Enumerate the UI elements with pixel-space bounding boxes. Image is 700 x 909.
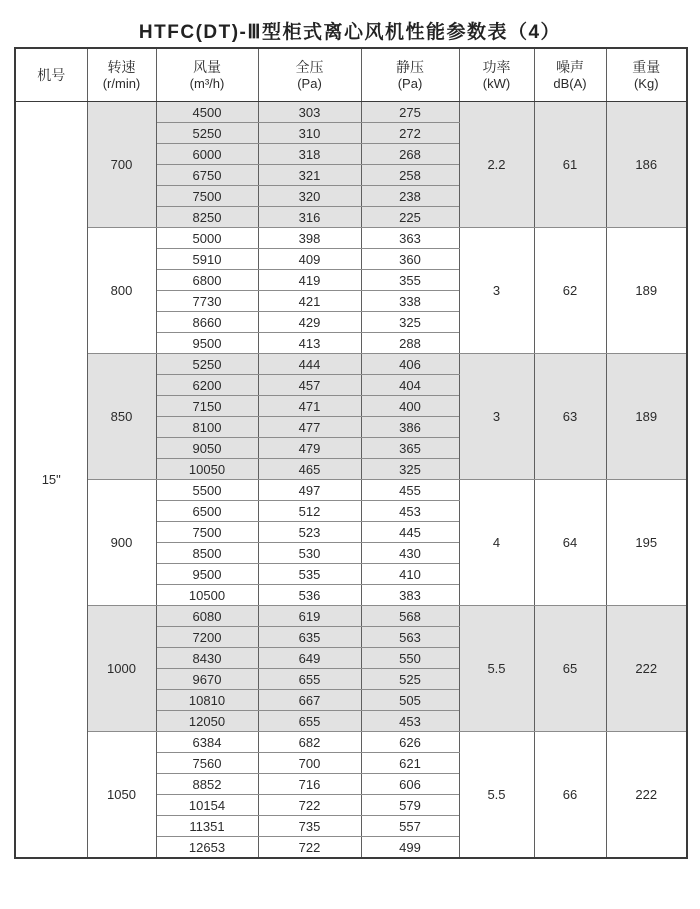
static-pressure-cell: 258 bbox=[361, 165, 459, 186]
speed-cell: 700 bbox=[87, 102, 156, 228]
flow-cell: 5250 bbox=[156, 354, 258, 375]
static-pressure-cell: 275 bbox=[361, 102, 459, 123]
total-pressure-cell: 512 bbox=[258, 501, 361, 522]
power-cell: 5.5 bbox=[459, 606, 534, 732]
total-pressure-cell: 413 bbox=[258, 333, 361, 354]
col-header-total-pressure-unit: (Pa) bbox=[297, 75, 322, 91]
total-pressure-cell: 457 bbox=[258, 375, 361, 396]
total-pressure-cell: 716 bbox=[258, 774, 361, 795]
power-cell: 3 bbox=[459, 228, 534, 354]
static-pressure-cell: 563 bbox=[361, 627, 459, 648]
flow-cell: 6200 bbox=[156, 375, 258, 396]
total-pressure-cell: 535 bbox=[258, 564, 361, 585]
col-header-speed-unit: (r/min) bbox=[102, 75, 141, 91]
table-row bbox=[15, 480, 687, 501]
table-row bbox=[15, 102, 687, 123]
model-cell: 15" bbox=[15, 102, 87, 859]
total-pressure-cell: 722 bbox=[258, 795, 361, 816]
col-header-speed-title: 转速 bbox=[107, 58, 136, 75]
flow-cell: 6000 bbox=[156, 144, 258, 165]
page-title: HTFC(DT)-Ⅲ型柜式离心风机性能参数表（4） bbox=[138, 22, 562, 43]
static-pressure-cell: 386 bbox=[361, 417, 459, 438]
flow-cell: 4500 bbox=[156, 102, 258, 123]
static-pressure-cell: 505 bbox=[361, 690, 459, 711]
flow-cell: 9050 bbox=[156, 438, 258, 459]
flow-cell: 8500 bbox=[156, 543, 258, 564]
col-header-model-title: 机号 bbox=[37, 66, 66, 83]
col-header-power-unit: (kW) bbox=[482, 75, 511, 91]
col-header-static-pressure-unit: (Pa) bbox=[397, 75, 423, 91]
static-pressure-cell: 626 bbox=[361, 732, 459, 753]
static-pressure-cell: 525 bbox=[361, 669, 459, 690]
weight-cell: 189 bbox=[606, 354, 687, 480]
static-pressure-cell: 557 bbox=[361, 816, 459, 837]
flow-cell: 5000 bbox=[156, 228, 258, 249]
power-cell: 5.5 bbox=[459, 732, 534, 859]
col-header-static-pressure-title: 静压 bbox=[396, 58, 424, 75]
total-pressure-cell: 682 bbox=[258, 732, 361, 753]
total-pressure-cell: 722 bbox=[258, 837, 361, 859]
weight-cell: 186 bbox=[606, 102, 687, 228]
total-pressure-cell: 635 bbox=[258, 627, 361, 648]
total-pressure-cell: 536 bbox=[258, 585, 361, 606]
flow-cell: 10810 bbox=[156, 690, 258, 711]
static-pressure-cell: 288 bbox=[361, 333, 459, 354]
static-pressure-cell: 338 bbox=[361, 291, 459, 312]
flow-cell: 10050 bbox=[156, 459, 258, 480]
weight-cell: 222 bbox=[606, 732, 687, 859]
col-header-noise-title: 噪声 bbox=[556, 58, 584, 75]
col-header-static-pressure bbox=[361, 48, 459, 102]
col-header-noise-unit: dB(A) bbox=[553, 75, 587, 91]
total-pressure-cell: 409 bbox=[258, 249, 361, 270]
static-pressure-cell: 499 bbox=[361, 837, 459, 859]
flow-cell: 8660 bbox=[156, 312, 258, 333]
col-header-model bbox=[15, 48, 87, 102]
flow-cell: 5910 bbox=[156, 249, 258, 270]
noise-cell: 62 bbox=[534, 228, 606, 354]
col-header-speed bbox=[87, 48, 156, 102]
static-pressure-cell: 455 bbox=[361, 480, 459, 501]
total-pressure-cell: 310 bbox=[258, 123, 361, 144]
col-header-weight-unit: (Kg) bbox=[633, 75, 659, 91]
static-pressure-cell: 325 bbox=[361, 312, 459, 333]
static-pressure-cell: 365 bbox=[361, 438, 459, 459]
flow-cell: 11351 bbox=[156, 816, 258, 837]
col-header-total-pressure bbox=[258, 48, 361, 102]
flow-cell: 7560 bbox=[156, 753, 258, 774]
static-pressure-cell: 568 bbox=[361, 606, 459, 627]
total-pressure-cell: 429 bbox=[258, 312, 361, 333]
static-pressure-cell: 453 bbox=[361, 501, 459, 522]
flow-cell: 6800 bbox=[156, 270, 258, 291]
flow-cell: 5250 bbox=[156, 123, 258, 144]
col-header-total-pressure-title: 全压 bbox=[295, 58, 324, 75]
total-pressure-cell: 523 bbox=[258, 522, 361, 543]
total-pressure-cell: 497 bbox=[258, 480, 361, 501]
static-pressure-cell: 272 bbox=[361, 123, 459, 144]
flow-cell: 6080 bbox=[156, 606, 258, 627]
flow-cell: 6384 bbox=[156, 732, 258, 753]
flow-cell: 6500 bbox=[156, 501, 258, 522]
col-header-power-title: 功率 bbox=[482, 58, 511, 75]
total-pressure-cell: 667 bbox=[258, 690, 361, 711]
flow-cell: 7730 bbox=[156, 291, 258, 312]
static-pressure-cell: 579 bbox=[361, 795, 459, 816]
col-header-weight-title: 重量 bbox=[632, 58, 661, 75]
table-row bbox=[15, 732, 687, 753]
weight-cell: 222 bbox=[606, 606, 687, 732]
total-pressure-cell: 479 bbox=[258, 438, 361, 459]
flow-cell: 7500 bbox=[156, 186, 258, 207]
noise-cell: 66 bbox=[534, 732, 606, 859]
total-pressure-cell: 700 bbox=[258, 753, 361, 774]
total-pressure-cell: 320 bbox=[258, 186, 361, 207]
total-pressure-cell: 398 bbox=[258, 228, 361, 249]
static-pressure-cell: 268 bbox=[361, 144, 459, 165]
flow-cell: 10500 bbox=[156, 585, 258, 606]
flow-cell: 8852 bbox=[156, 774, 258, 795]
total-pressure-cell: 316 bbox=[258, 207, 361, 228]
total-pressure-cell: 421 bbox=[258, 291, 361, 312]
static-pressure-cell: 400 bbox=[361, 396, 459, 417]
static-pressure-cell: 360 bbox=[361, 249, 459, 270]
speed-cell: 800 bbox=[87, 228, 156, 354]
table-row bbox=[15, 228, 687, 249]
table-row bbox=[15, 606, 687, 627]
static-pressure-cell: 550 bbox=[361, 648, 459, 669]
noise-cell: 61 bbox=[534, 102, 606, 228]
total-pressure-cell: 530 bbox=[258, 543, 361, 564]
static-pressure-cell: 406 bbox=[361, 354, 459, 375]
total-pressure-cell: 321 bbox=[258, 165, 361, 186]
static-pressure-cell: 355 bbox=[361, 270, 459, 291]
flow-cell: 9500 bbox=[156, 564, 258, 585]
total-pressure-cell: 471 bbox=[258, 396, 361, 417]
static-pressure-cell: 225 bbox=[361, 207, 459, 228]
speed-cell: 1050 bbox=[87, 732, 156, 859]
total-pressure-cell: 303 bbox=[258, 102, 361, 123]
flow-cell: 10154 bbox=[156, 795, 258, 816]
static-pressure-cell: 453 bbox=[361, 711, 459, 732]
static-pressure-cell: 445 bbox=[361, 522, 459, 543]
col-header-weight bbox=[606, 48, 687, 102]
static-pressure-cell: 325 bbox=[361, 459, 459, 480]
table-row bbox=[15, 354, 687, 375]
total-pressure-cell: 419 bbox=[258, 270, 361, 291]
power-cell: 3 bbox=[459, 354, 534, 480]
power-cell: 2.2 bbox=[459, 102, 534, 228]
col-header-noise bbox=[534, 48, 606, 102]
noise-cell: 64 bbox=[534, 480, 606, 606]
table-header bbox=[15, 48, 687, 102]
flow-cell: 8250 bbox=[156, 207, 258, 228]
static-pressure-cell: 238 bbox=[361, 186, 459, 207]
total-pressure-cell: 477 bbox=[258, 417, 361, 438]
fan-performance-table bbox=[14, 47, 688, 859]
static-pressure-cell: 621 bbox=[361, 753, 459, 774]
speed-cell: 900 bbox=[87, 480, 156, 606]
total-pressure-cell: 655 bbox=[258, 711, 361, 732]
col-header-flow-title: 风量 bbox=[193, 58, 221, 75]
col-header-flow bbox=[156, 48, 258, 102]
speed-cell: 850 bbox=[87, 354, 156, 480]
flow-cell: 12653 bbox=[156, 837, 258, 859]
flow-cell: 5500 bbox=[156, 480, 258, 501]
noise-cell: 65 bbox=[534, 606, 606, 732]
total-pressure-cell: 619 bbox=[258, 606, 361, 627]
flow-cell: 6750 bbox=[156, 165, 258, 186]
noise-cell: 63 bbox=[534, 354, 606, 480]
static-pressure-cell: 410 bbox=[361, 564, 459, 585]
power-cell: 4 bbox=[459, 480, 534, 606]
weight-cell: 195 bbox=[606, 480, 687, 606]
total-pressure-cell: 444 bbox=[258, 354, 361, 375]
flow-cell: 12050 bbox=[156, 711, 258, 732]
total-pressure-cell: 735 bbox=[258, 816, 361, 837]
flow-cell: 9670 bbox=[156, 669, 258, 690]
static-pressure-cell: 430 bbox=[361, 543, 459, 564]
table-body bbox=[15, 102, 687, 859]
speed-cell: 1000 bbox=[87, 606, 156, 732]
flow-cell: 7150 bbox=[156, 396, 258, 417]
flow-cell: 8100 bbox=[156, 417, 258, 438]
static-pressure-cell: 404 bbox=[361, 375, 459, 396]
total-pressure-cell: 655 bbox=[258, 669, 361, 690]
col-header-flow-unit: (m³/h) bbox=[189, 75, 225, 91]
flow-cell: 9500 bbox=[156, 333, 258, 354]
flow-cell: 7500 bbox=[156, 522, 258, 543]
col-header-power bbox=[459, 48, 534, 102]
flow-cell: 7200 bbox=[156, 627, 258, 648]
flow-cell: 8430 bbox=[156, 648, 258, 669]
total-pressure-cell: 649 bbox=[258, 648, 361, 669]
weight-cell: 189 bbox=[606, 228, 687, 354]
total-pressure-cell: 318 bbox=[258, 144, 361, 165]
total-pressure-cell: 465 bbox=[258, 459, 361, 480]
static-pressure-cell: 363 bbox=[361, 228, 459, 249]
static-pressure-cell: 383 bbox=[361, 585, 459, 606]
static-pressure-cell: 606 bbox=[361, 774, 459, 795]
